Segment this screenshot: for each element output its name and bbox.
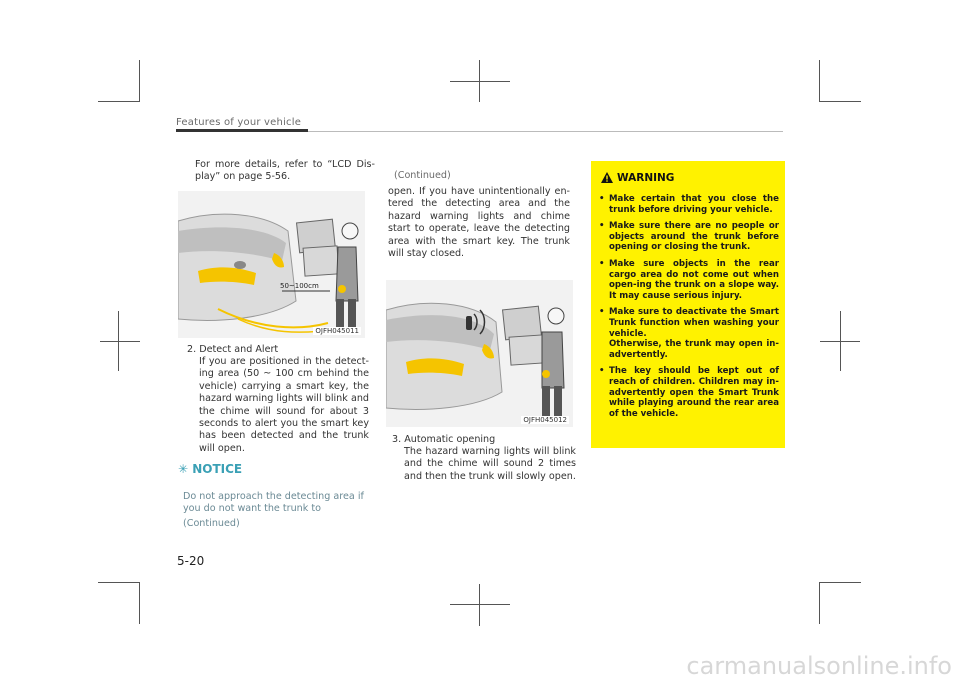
step3-title: 3. Automatic opening [392,434,496,445]
warning-triangle-icon [601,172,613,183]
warning-item: • Make sure objects in the rear cargo area do not come out when open-ing the trunk on a slope way. It may cause serious injury. [599,259,779,301]
car-rear-person-illustration [178,191,365,338]
image-code: OJFH045012 [523,416,567,424]
step2-title: 2. Detect and Alert [187,344,279,355]
warning-box [591,161,785,448]
distance-label: 50~100cm [280,282,319,290]
footer-watermark: carmanualsonline.info [686,652,952,680]
continued-label: (Continued) [183,518,240,529]
illustration-opening [386,280,573,427]
header-rule [308,131,783,132]
step3-text: The hazard warning lights will blink and the chime will sound 2 times and then the trunk will slowly open. [404,446,576,482]
car-trunk-opening-illustration [386,280,573,427]
warning-item: • The key should be kept out of reach of children. Children may in-advertently open the Smart Trunk while playing around the rear area of the vehicle. [599,366,779,419]
notice-text: Do not approach the detecting area if you do not want the trunk to [183,491,364,515]
page-number: 5-20 [177,554,205,568]
warning-list [599,194,779,425]
section-header: Features of your vehicle [176,117,302,128]
step2-text: If you are positioned in the detect-ing area (50 ~ 100 cm behind the vehicle) carrying a smart key, the hazard warning lights will blink and the chime will sound for about 3 seconds to alert you the smart key has been detected and the trunk will open. [199,356,369,454]
intro-text: For more details, refer to “LCD Dis-play” on page 5-56. [195,159,375,183]
header-bar [176,129,308,132]
warning-title: WARNING [617,172,675,184]
warning-item: • Make certain that you close the trunk before driving your vehicle. [599,194,779,215]
notice-title: ✳ NOTICE [178,462,243,476]
column2-text: open. If you have unintentionally en-tered the detecting area and the hazard warning lights and chime start to operate, leave the detecting area with the smart key. The trunk will stay closed. [388,186,570,260]
warning-item: • Make sure there are no people or objects around the trunk before opening or closing the trunk. [599,221,779,253]
image-code: OJFH045011 [315,327,359,335]
warning-item: • Make sure to deactivate the Smart Trunk function when washing your vehicle. Otherwise, the trunk may open in-advertently. [599,307,779,360]
continued-label: (Continued) [394,170,451,181]
illustration-detecting [178,191,365,338]
